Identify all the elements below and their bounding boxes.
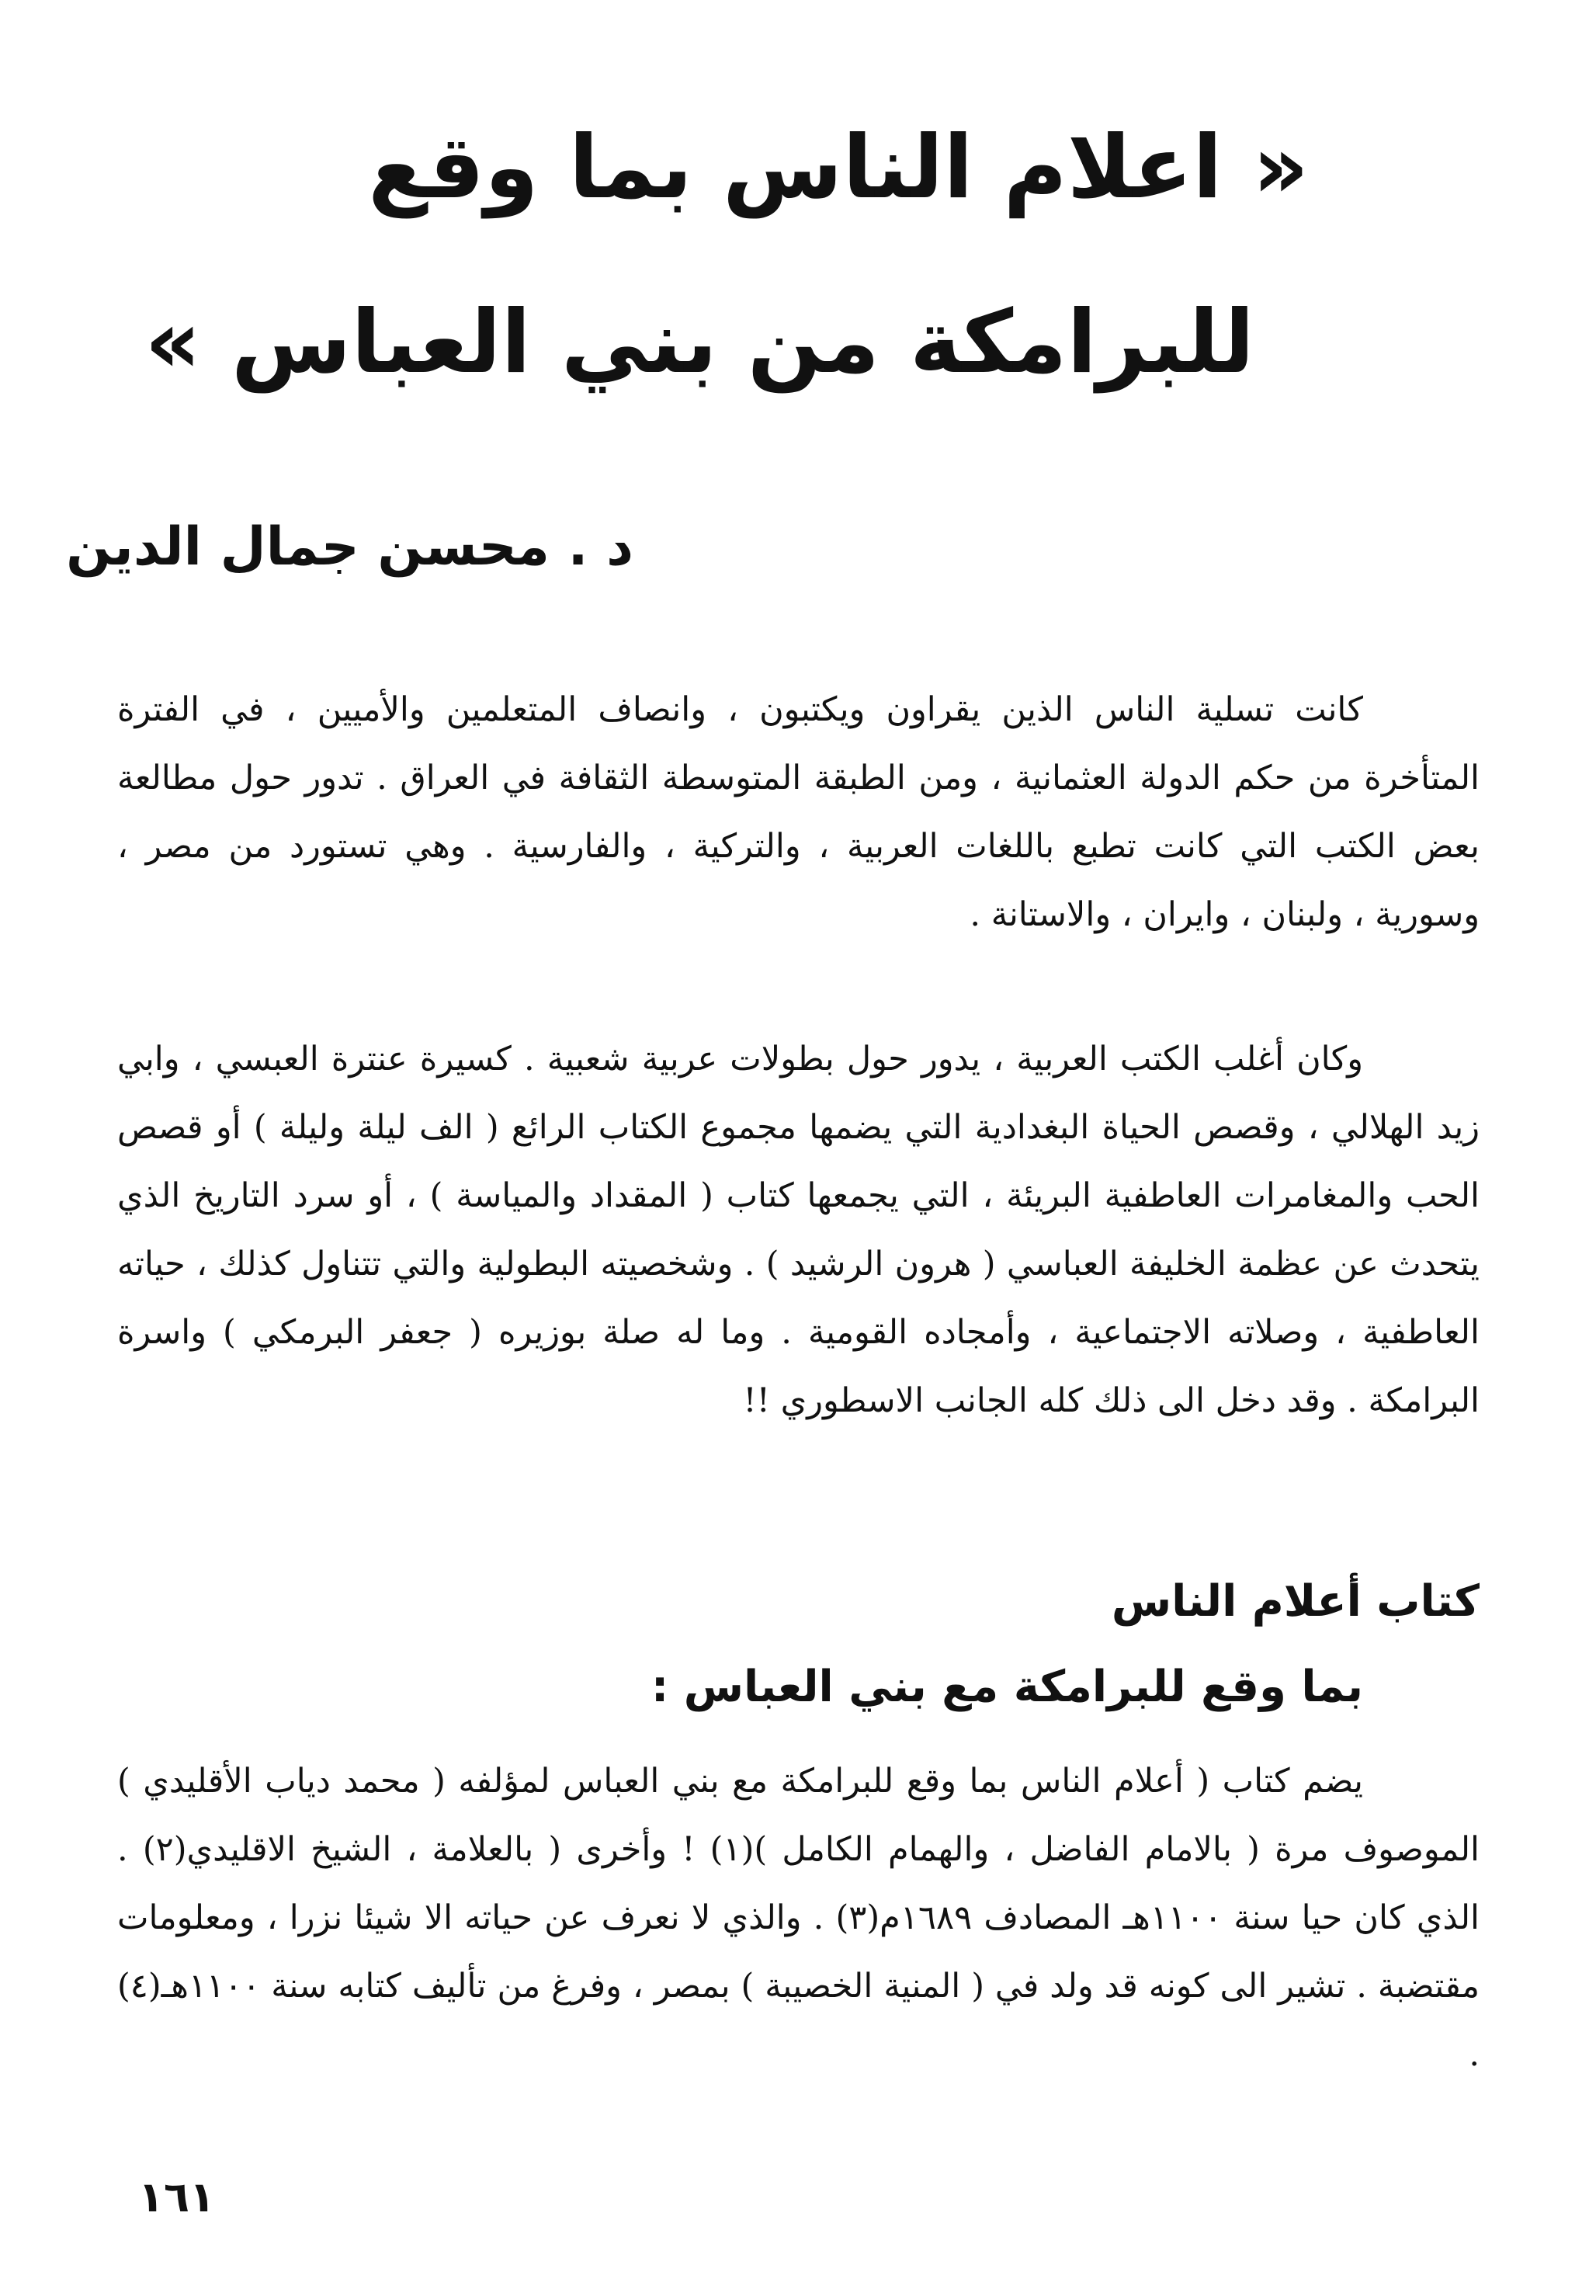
- page-number: ١٦١: [138, 2173, 215, 2221]
- body-paragraph-3: يضم كتاب ( أعلام الناس بما وقع للبرامكة مع بني العباس لمؤلفه ( محمد دياب الأقليدي ) الموصوف مرة ( بالامام الفاضل ، والهمام الكامل )(١) ! وأخرى ( بالعلامة ، الشيخ الاقليدي(٢) . الذي كان حيا سنة ١١٠٠هـ المصادف ١٦٨٩م(٣) . والذي لا نعرف عن حياته الا شيئا نزرا ، ومعلومات مقتضبة . تشير الى كونه قد ولد في ( المنية الخصيبة ) بمصر ، وفرغ من تأليف كتابه سنة ١١٠٠هـ(٤) .: [117, 1762, 1480, 2074]
- section-heading-line-2: بما وقع للبرامكة مع بني العباس :: [651, 1662, 1363, 1712]
- article-title-line-2: للبرامكة من بني العباس »: [144, 292, 1254, 393]
- body-paragraph-1: كانت تسلية الناس الذين يقراون ويكتبون ، وانصاف المتعلمين والأميين ، في الفترة المتأخرة من حكم الدولة العثمانية ، ومن الطبقة المتوسطة الثقافة في العراق . تدور حول مطالعة بعض الكتب التي كانت تطبع باللغات العربية ، والتركية ، والفارسية . وهي تستورد من مصر ، وسورية ، ولبنان ، وايران ، والاستانة .: [117, 690, 1480, 934]
- section-heading-line-1: كتاب أعلام الناس: [1111, 1576, 1480, 1627]
- author-name: د . محسن جمال الدين: [66, 516, 633, 578]
- article-title-line-1: « اعلام الناس بما وقع: [368, 117, 1309, 218]
- body-paragraph-2: وكان أغلب الكتب العربية ، يدور حول بطولات عربية شعبية . كسيرة عنترة العبسي ، وابي زيد الهلالي ، وقصص الحياة البغدادية التي يضمها مجموع الكتاب الرائع ( الف ليلة وليلة ) أو قصص الحب والمغامرات العاطفية البريئة ، التي يجمعها كتاب ( المقداد والمياسة ) ، أو سرد التاريخ الذي يتحدث عن عظمة الخليفة العباسي ( هرون الرشيد ) . وشخصيته البطولية والتي تتناول كذلك ، حياته العاطفية ، وصلاته الاجتماعية ، وأمجاده القومية . وما له صلة بوزيره ( جعفر البرمكي ) واسرة البرامكة . وقد دخل الى ذلك كله الجانب الاسطوري !!: [117, 1040, 1480, 1420]
